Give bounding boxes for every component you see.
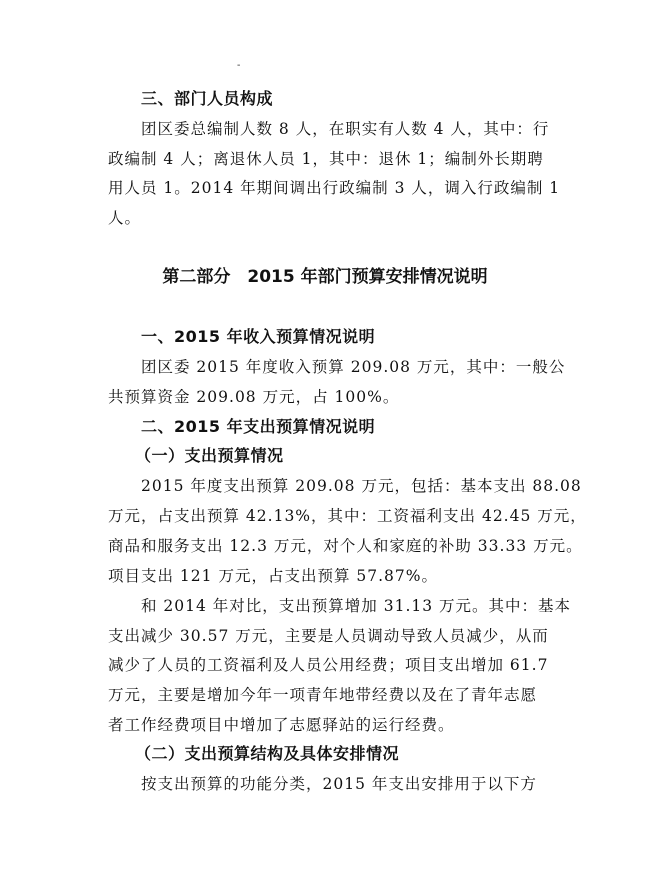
- paragraph-line: 用人员 1。2014 年期间调出行政编制 3 人，调入行政编制 1: [108, 179, 561, 197]
- paragraph-line: 和 2014 年对比，支出预算增加 31.13 万元。其中：基本: [141, 597, 572, 615]
- subsection-heading-expense-structure: （二）支出预算结构及具体安排情况: [135, 744, 400, 763]
- paragraph-line: 万元，主要是增加今年一项青年地带经费以及在了青年志愿: [108, 686, 538, 704]
- paragraph-line: 团区委总编制人数 8 人，在职实有人数 4 人，其中：行: [141, 120, 550, 138]
- section-heading-personnel: 三、部门人员构成: [141, 89, 274, 108]
- paragraph-line: 2015 年度支出预算 209.08 万元，包括：基本支出 88.08: [141, 477, 582, 495]
- paragraph-line: 团区委 2015 年度收入预算 209.08 万元，其中：一般公: [141, 358, 566, 376]
- section-heading-expense: 二、2015 年支出预算情况说明: [141, 417, 376, 436]
- paragraph-line: 政编制 4 人；离退休人员 1，其中：退休 1；编制外长期聘: [108, 150, 544, 168]
- paragraph-line: 按支出预算的功能分类，2015 年支出安排用于以下方: [141, 775, 537, 793]
- paragraph-line: 人。: [108, 209, 142, 227]
- section-heading-income: 一、2015 年收入预算情况说明: [141, 327, 376, 346]
- paragraph-line: 万元，占支出预算 42.13%，其中：工资福利支出 42.45 万元，: [108, 507, 587, 525]
- paragraph-line: 者工作经费项目中增加了志愿驿站的运行经费。: [108, 716, 455, 734]
- paragraph-line: 共预算资金 209.08 万元，占 100%。: [108, 388, 400, 406]
- scan-mark: -: [237, 60, 241, 71]
- paragraph-line: 项目支出 121 万元，占支出预算 57.87%。: [108, 567, 438, 585]
- paragraph-line: 商品和服务支出 12.3 万元，对个人和家庭的补助 33.33 万元。: [108, 537, 583, 555]
- paragraph-line: 减少了人员的工资福利及人员公用经费；项目支出增加 61.7: [108, 656, 549, 674]
- paragraph-line: 支出减少 30.57 万元，主要是人员调动导致人员减少，从而: [108, 627, 549, 645]
- subsection-heading-expense-budget: （一）支出预算情况: [135, 446, 284, 465]
- part-title: 第二部分 2015 年部门预算安排情况说明: [162, 267, 488, 287]
